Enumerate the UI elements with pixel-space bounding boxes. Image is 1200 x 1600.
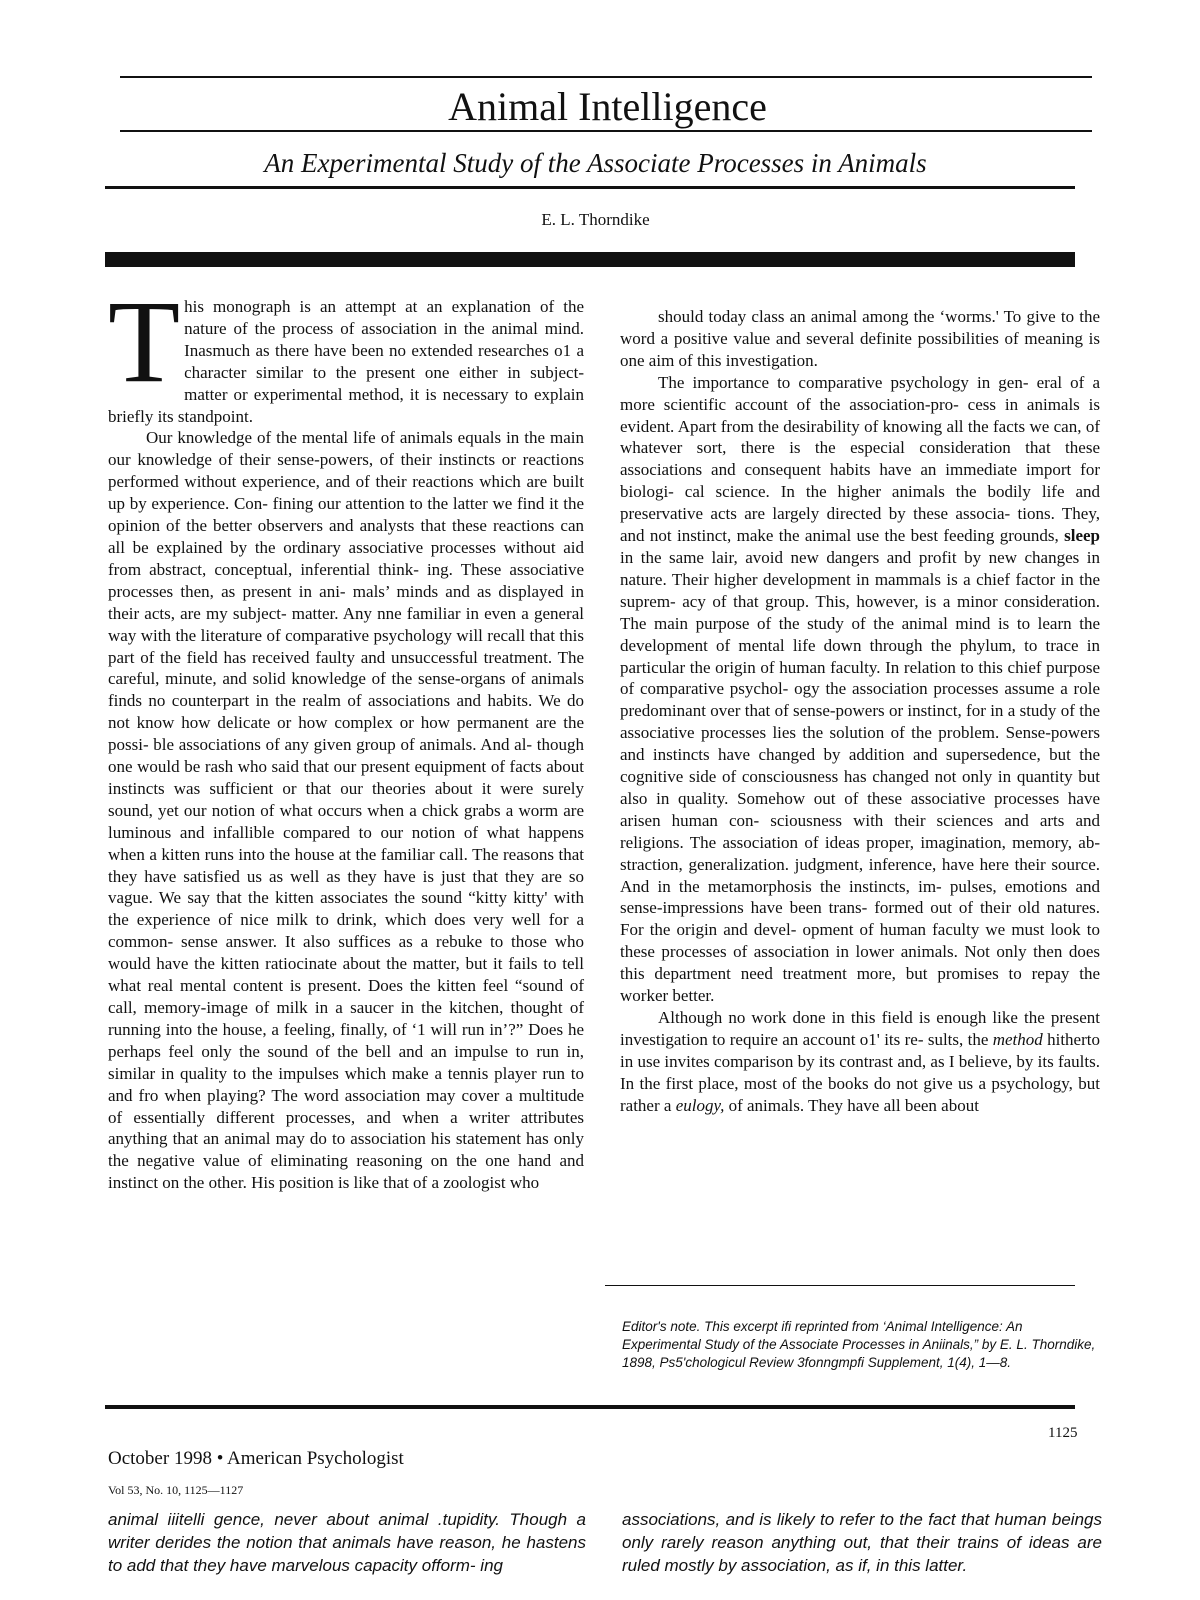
footer-volume: Vol 53, No. 10, 1125—1127: [108, 1483, 244, 1497]
right-column: [620, 306, 1100, 1117]
text-run: of animals. They have all been about: [728, 1095, 979, 1115]
footer-journal: October 1998 • American Psychologist: [108, 1448, 404, 1469]
text-run: The importance to comparative psychology in gen- eral of a more scientific account of the association-pro- cess in animals is evident. Apart from the desirability of knowing all the facts we can, of whatever sort, there is the especial consideration that these associations and consequent habits have an immediate import for biologi- cal science. In the higher animals the bodily life and preservative acts are largely directed by these associa- tions. They, and not instinct, make the animal use the best feeding grounds,: [620, 372, 1100, 546]
title-underline: [120, 130, 1092, 132]
page-number: 1125: [1048, 1425, 1078, 1441]
italic-word: method: [992, 1029, 1043, 1049]
author-name: E. L. Thorndike: [541, 210, 650, 229]
left-column: [108, 276, 584, 1194]
paragraph-1-text: his monograph is an attempt at an explanation of the nature of the process of association in the animal mind. Inasmuch as there have been no extended researches o1 a character similar to the present one either in subject-matter or experimental method, it is necessary to explain briefly its standpoint.: [108, 297, 584, 426]
paragraph-1: [108, 276, 584, 427]
paragraph-importance: [620, 372, 1100, 1007]
heavy-bar: [105, 252, 1075, 267]
bottom-left-text: animal iiitelli gence, never about animal .tupidity. Though a writer derides the notion that animals have reason, he hastens to add that they have marvelous capacity ofform- ing: [108, 1510, 586, 1575]
text-run: Although no work done in this field is enough like the present investigation to require an account o1' its re- sults, the: [620, 1008, 1100, 1049]
article-subtitle: An Experimental Study of the Associate Processes in Animals: [264, 148, 927, 178]
article-title: Animal Intelligence: [448, 84, 767, 129]
bold-word: sleep: [1064, 526, 1101, 546]
paragraph-continued: should today class an animal among the ‘worms.' To give to the word a positive value and several definite possibilities of meaning is one aim of this investigation.: [620, 307, 1100, 370]
text-run: hitherto in use invites comparison by its contrast and, as I believe, by its faults. In the first place, most of the books do not give us a psychology, but rather a: [620, 1029, 1100, 1115]
footer-rule: [105, 1405, 1075, 1409]
text-run: in the same lair, avoid new dangers and profit by new changes in nature. Their higher development in mammals is a chief factor in the suprem- acy of that group. This, however, is a minor consideration. The main purpose of the study of the animal mind is to learn the development of mental life down through the phylum, to trace in particular the origin of human faculty. In relation to this chief purpose of comparative psychol- ogy the association processes assume a role predominant over that of sense-powers or instinct, for in a study of the associative processes lies the solution of the problem. Sense-powers and instincts have changed by addition and supersedence, but the cognitive side of consciousness has changed not only in quantity but also in quality. Somehow out of these associative processes have arisen human con- sciousness with their sciences and arts and religions. The association of ideas proper, imagination, memory, ab- straction, generalization. judgment, inference, have here their source. And in the metamorphosis the instincts, im- pulses, emotions and sense-impressions have been trans- formed out of their old natures. For the origin and devel- opment of human faculty we must look to these processes of association in lower animals. Not only then does this department need treatment more, but promises to repay the worker better.: [620, 547, 1100, 1006]
italic-word: eulogy,: [675, 1095, 725, 1115]
drop-cap: T: [108, 276, 181, 407]
paragraph-2: Our knowledge of the mental life of animals equals in the main our knowledge of their sense-powers, of their instincts or reactions performed without experience, and of their reactions which are built up by experience. Con- fining our attention to the latter we find it the opinion of the better observers and analysts that these reactions can all be explained by the ordinary associative processes without aid from abstract, conceptual, inferential think- ing. These associative processes then, as present in ani- mals’ minds and as displayed in their acts, are my subject- matter. Any nne familiar in even a general way with the literature of comparative psychology will recall that this part of the field has received faulty and unsuccessful treatment. The careful, minute, and solid knowledge of the sense-organs of animals finds no counterpart in the realm of associations and habits. We do not know how delicate or how complex or how permanent are the possi- ble associations of any given group of animals. And al- though one would be rash who said that our present equipment of facts about instincts was sufficient or that our theories about it were surely sound, yet our notion of what occurs when a chick grabs a worm are luminous and infallible compared to our notion of what happens when a kitten runs into the house at the familiar call. The reasons that they have satisfied us as well as they have is just that they are so vague. We say that the kitten associates the sound “kitty kitty' with the experience of nice milk to drink, which does very well for a common- sense answer. It also suffices as a rebuke to those who would have the kitten ratiocinate about the matter, but it fails to tell what real mental content is present. Does the kitten feel “sound of call, memory-image of milk in a saucer in the kitchen, thought of running into the house, a feeling, finally, of ‘1 will run in’?” Does he perhaps feel only the sound of the bell and an impulse to run in, similar in quality to the impulses which make a tennis player run to and fro when playing? The word association may cover a multitude of essentially different processes, and when a writer attributes anything that an animal may do to association his statement has only the negative value of eliminating reasoning on the one hand and instinct on the other. His position is like that of a zoologist who: [108, 428, 584, 1193]
editor-note: Editor's note. This excerpt ifi reprinted from ‘Animal Intelligence: An Experimental Study of the Associate Processes in Aniinals,” by E. L. Thorndike, 1898, Ps5'chologicul Review 3fonngmpfi Supplement, 1(4), 1—8.: [622, 1319, 1096, 1370]
note-rule: [605, 1285, 1075, 1286]
subtitle-underline: [105, 186, 1075, 189]
paragraph-method: [620, 1007, 1100, 1117]
bottom-right-text: associations, and is likely to refer to the fact that human beings only rarely reason anything out, that their trains of ideas are ruled mostly by association, as if, in this latter.: [622, 1510, 1102, 1575]
top-rule: [120, 76, 1092, 78]
